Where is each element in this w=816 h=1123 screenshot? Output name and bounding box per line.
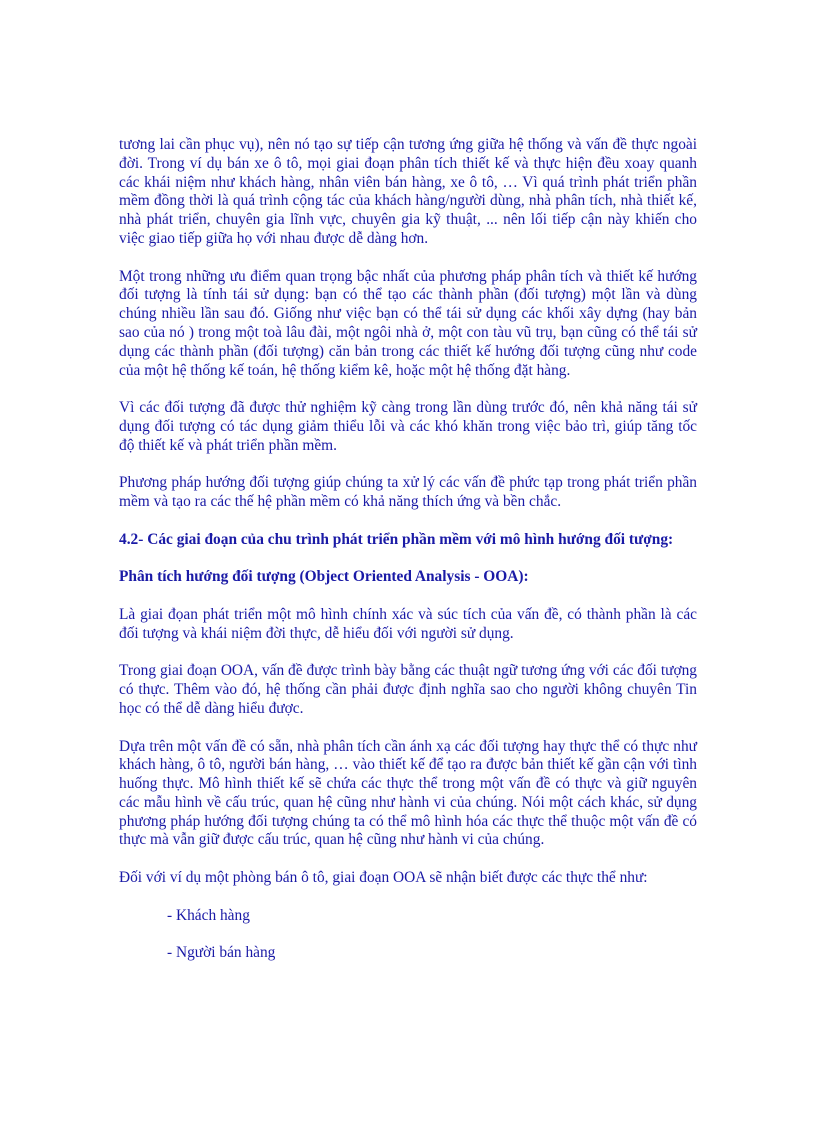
paragraph-ooa-definition: Là giai đọan phát triển một mô hình chính xác và súc tích của vấn đề, có thành phần là các đối tượng và khái niệm đời thực, dễ hiểu đối với người sử dụng. (119, 605, 697, 642)
paragraph-reusability: Một trong những ưu điểm quan trọng bậc nhất của phương pháp phân tích và thiết kế hướng đối tượng là tính tái sử dụng: bạn có thể tạo các thành phần (đối tượng) một lần và dùng chúng nhiều lần sau đó. Giống như việc bạn có thể tái sử dụng các khối xây dựng (hay bản sao của nó ) trong một toà lâu đài, một ngôi nhà ở, một con tàu vũ trụ, bạn cũng có thể tái sử dụng các thành phần (đối tượng) căn bản trong các thiết kế hướng đối tượng cũng như code của một hệ thống kế toán, hệ thống kiểm kê, hoặc một hệ thống đặt hàng. (119, 267, 697, 379)
document-page (119, 136, 697, 982)
list-item-salesperson: - Người bán hàng (167, 944, 276, 962)
paragraph-car-example: Đối với ví dụ một phòng bán ô tô, giai đoạn OOA sẽ nhận biết được các thực thể như: (119, 869, 648, 887)
paragraph-ooa-mapping: Dựa trên một vấn đề có sẵn, nhà phân tích cần ánh xạ các đối tượng hay thực thể có thực như khách hàng, ô tô, người bán hàng, … vào thiết kế để tạo ra được bản thiết kế gần cận với tình huống thực. Mô hình thiết kế sẽ chứa các thực thể trong một vấn đề có thực và giữ nguyên các mẫu hình về cấu trúc, quan hệ cũng như hành vi của chúng. Nói một cách khác, sử dụng phương pháp hướng đối tượng chúng ta có thể mô hình hóa các thực thể thuộc một vấn đề có thực mà vẫn giữ được cấu trúc, quan hệ cũng như hành vi của chúng. (119, 737, 697, 849)
paragraph-tested-objects: Vì các đối tượng đã được thử nghiệm kỹ càng trong lần dùng trước đó, nên khả năng tái sử dụng đối tượng có tác dụng giảm thiểu lỗi và các khó khăn trong việc bảo trì, giúp tăng tốc độ thiết kế và phát triển phần mềm. (119, 399, 697, 454)
subheading-ooa: Phân tích hướng đối tượng (Object Oriented Analysis - OOA): (119, 568, 529, 586)
paragraph-ooa-terms: Trong giai đoạn OOA, vấn đề được trình bày bằng các thuật ngữ tương ứng với các đối tượng có thực. Thêm vào đó, hệ thống cần phải được định nghĩa sao cho người không chuyên Tin học có thể dễ dàng hiểu được. (119, 662, 697, 717)
section-heading: 4.2- Các giai đoạn của chu trình phát triển phần mềm với mô hình hướng đối tượng: (119, 530, 674, 548)
paragraph-complexity: Phương pháp hướng đối tượng giúp chúng ta xử lý các vấn đề phức tạp trong phát triển phần mềm và tạo ra các thế hệ phần mềm có khả năng thích ứng và bền chắc. (119, 474, 697, 511)
paragraph-ooa-intro-continued: tương lai cần phục vụ), nên nó tạo sự tiếp cận tương ứng giữa hệ thống và vấn đề thực ngoài đời. Trong ví dụ bán xe ô tô, mọi giai đoạn phân tích thiết kế và thực hiện đều xoay quanh các khái niệm như khách hàng, nhân viên bán hàng, xe ô tô, … Vì quá trình phát triển phần mềm đồng thời là quá trình cộng tác của khách hàng/người dùng, nhà phân tích, nhà thiết kế, nhà phát triển, chuyên gia lĩnh vực, chuyên gia kỹ thuật, ... nên lối tiếp cận này khiến cho việc giao tiếp giữa họ với nhau được dễ dàng hơn. (119, 136, 697, 247)
list-item-customer: - Khách hàng (167, 906, 250, 924)
